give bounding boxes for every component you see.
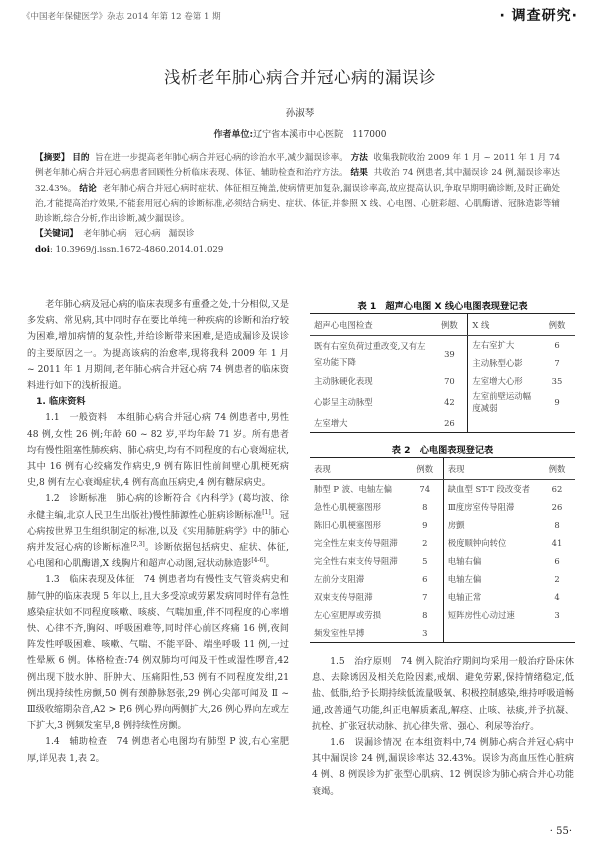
- table-cell: 急性心肌梗塞图形: [314, 502, 381, 512]
- table-cell: [539, 624, 575, 643]
- table1: [310, 313, 575, 433]
- table-cell: 4: [554, 592, 560, 602]
- paragraph-1-6: 1.6 误漏诊情况 在本组资料中,74 例肺心病合并冠心病中其中漏误诊 24 例,漏误诊率达 32.43%。误诊为高血压性心脏病 4 例、8 例误诊为扩张型心肌病、12 例误诊为肺心病合并心功能衰竭。: [312, 738, 574, 797]
- table-header: 表现: [310, 458, 407, 480]
- keyword: 冠心病: [134, 229, 161, 240]
- table-cell: 6: [554, 340, 560, 350]
- citation[interactable]: [1]: [262, 508, 271, 516]
- table1-title: 表 1 超声心电图 X 线心电图表现登记表: [357, 301, 528, 312]
- table-cell: 9: [554, 397, 560, 407]
- text: 1.2 诊断标准 肺心病的诊断符合《内科学》(葛均波、徐永健主编,北京人民卫生出版社)慢性肺源性心脏病诊断标准: [27, 494, 289, 521]
- table-cell: 既有右室负荷过重改变,又有左室功能下降: [314, 341, 426, 367]
- paragraph-1-5: 1.5 治疗原则 74 例入院治疗期间均采用一般治疗卧床休息、去除诱因及相关危险因素,戒烟、避免劳累,保持情绪稳定,低盐、低脂,给予长期持续低流量吸氧、积极控制感染,维持呼吸道畅通,改善通气功能,纠正电解质紊乱,解痉、止咳、祛痰,并予抗凝、抗栓、扩张冠状动脉、抗心律失常、强心、利尿等治疗。: [312, 657, 574, 732]
- objective-label: 目的: [72, 153, 90, 163]
- table-cell: 短阵房性心动过速: [443, 606, 539, 624]
- table-row: [310, 588, 575, 606]
- table-cell: 7: [554, 358, 560, 368]
- table-row: [310, 606, 575, 624]
- table-cell: 2: [554, 574, 560, 584]
- table-header-row: [310, 314, 575, 336]
- body-right-column: [312, 654, 574, 800]
- table-cell: 左室增大心形: [468, 372, 539, 390]
- table-row: [310, 414, 575, 433]
- section-heading: 1. 临床资料: [36, 397, 86, 408]
- table-cell: 左室增大: [314, 418, 348, 428]
- table-cell: 74: [419, 484, 431, 494]
- intro-paragraph: 老年肺心病及冠心病的临床表现多有重叠之处,十分相似,又是多发病、常见病,其中同时存在要比单纯一种疾病的诊断和治疗较为困难,增加病情的复杂性,并给诊断带来困难,是造成漏诊及误诊的主要原因之一。为提高该病的治愈率,现将我科 2009 年 1 月 ~ 2011 年 1 月期间,老年肺心病合并冠心病 74 例患者的临床资料进行如下的浅析报道。: [27, 300, 289, 392]
- table-cell: 缺血型 ST-T 段改变者: [443, 480, 539, 499]
- page-number: · 55·: [549, 826, 572, 837]
- table-cell: 6: [554, 556, 560, 566]
- table-row: [310, 480, 575, 499]
- table-header: 例数: [539, 458, 575, 480]
- table-cell: [468, 414, 539, 433]
- table-row: [310, 534, 575, 552]
- table-cell: 6: [422, 574, 428, 584]
- table-cell: 26: [444, 418, 455, 428]
- doi-label: doi: [35, 244, 51, 255]
- table-cell: 电轴正常: [443, 588, 539, 606]
- table-cell: 35: [551, 376, 563, 386]
- table-row: [310, 624, 575, 643]
- methods-label: 方法: [350, 153, 368, 163]
- table-header: 例数: [407, 458, 444, 480]
- paragraph-1-1: 1.1 一般资料 本组肺心病合并冠心病 74 例患者中,男性 48 例,女性 26 例;年龄 60 ~ 82 岁,平均年龄 71 岁。所有患者均有慢性阻塞性肺疾病、肺心病史,均有不同程度的右心衰竭症状,其中 16 例有心绞痛发作病史,9 例有陈旧性前间壁心肌梗死病史,8 例有左心衰竭症状,4 例有高血压病史,4 例有糖尿病史。: [27, 413, 289, 489]
- table-header-row: [310, 458, 575, 480]
- table-cell: [443, 624, 539, 643]
- keywords: [35, 227, 560, 242]
- table-cell: 电轴左偏: [443, 570, 539, 588]
- section-tag: · 调查研究·: [499, 8, 578, 24]
- text: 。冠心病按世界卫生组织制定的标准,以及《实用肺脏病学》中的肺心病并发冠心病的诊断标准: [27, 510, 289, 554]
- table-cell: 左右室扩大: [468, 336, 539, 355]
- table-cell: 9: [422, 520, 428, 530]
- table2-title: 表 2 心电图表现登记表: [391, 445, 494, 456]
- doi: [35, 243, 560, 258]
- table-cell: 电轴右偏: [443, 552, 539, 570]
- table-cell: 26: [551, 502, 563, 512]
- article-title: 浅析老年肺心病合并冠心病的漏误诊: [164, 68, 436, 87]
- table-cell: 42: [444, 397, 455, 407]
- paragraph-1-4: 1.4 辅助检查 74 例患者心电图均有肺型 P 波,右心室肥厚,详见表 1,表 2。: [27, 737, 289, 764]
- table-cell: 8: [422, 502, 428, 512]
- paragraph-1-3: 1.3 临床表现及体征 74 例患者均有慢性支气管炎病史和肺气肿的临床表现 5 年以上,且大多受凉或劳累发病同时伴有急性感染症状如不同程度咳嗽、咳痰、气喘加重,伴不同程度的心率增快、心律不齐,胸闷、呼吸困难等,同时伴心前区疼痛 16 例,夜间阵发性呼吸困难、咳嗽、气喘、不能平卧、端坐呼吸 11 例,一过性晕厥 6 例。体格检查:74 例双肺均可闻及干性或湿性啰音,42 例出现下肢水肿、肝肿大、压痛阳性,53 例有不同程度发绀,21 例出现持续性房颤,50 例有颈静脉怒张,29 例心尖部可闻及 Ⅱ ~ Ⅲ级收缩期杂音,A2 > P,6 例心界向两侧扩大,26 例心界向左或左下扩大,3 例频发室早,8 例持续性房颤。: [27, 575, 289, 732]
- abstract-label: 【摘要】: [35, 153, 70, 163]
- table-cell: [539, 414, 575, 433]
- table-cell: 陈旧心肌梗塞图形: [314, 520, 381, 530]
- table2: [310, 457, 575, 643]
- table-header: X 线: [468, 314, 539, 336]
- table-cell: 70: [444, 376, 455, 386]
- table-cell: 频发室性早搏: [314, 628, 365, 638]
- table-cell: 心影呈主动脉型: [314, 397, 373, 407]
- table-cell: 7: [422, 592, 428, 602]
- table-cell: 完全性右束支传导阻滞: [314, 556, 398, 566]
- table-cell: 左前分支阻滞: [314, 574, 365, 584]
- keyword: 老年肺心病: [83, 229, 127, 240]
- table-row: [310, 570, 575, 588]
- objective-text: 旨在进一步提高老年肺心病合并冠心病的诊治水平,减少漏误诊率。: [95, 153, 348, 163]
- table-row: [310, 516, 575, 534]
- table-cell: 肺型 P 波、电轴左偏: [314, 484, 392, 494]
- table-cell: 39: [444, 349, 455, 359]
- author: 孙淑琴: [285, 108, 315, 119]
- table-header: 表现: [443, 458, 539, 480]
- table-cell: 8: [554, 520, 560, 530]
- table-cell: 62: [551, 484, 563, 494]
- table-cell: 左心室肥厚或劳损: [314, 610, 381, 620]
- table-cell: 41: [551, 538, 563, 548]
- paragraph-1-2: [27, 491, 289, 572]
- conclusion-text: 老年肺心病合并冠心病时症状、体征相互掩盖,使病情更加复杂,漏误诊率高,故应提高认识,争取早期明确诊断,及时正确处治,才能提高治疗效果,不能套用冠心病的诊断标准,必须结合病史、症状、体征,并参照 X 线、心电图、心脏彩超、心肌酶谱、冠脉造影等辅助诊断,综合分析,作出诊断,减少漏误诊。: [35, 183, 560, 225]
- affiliation: [0, 127, 600, 140]
- keyword: 漏误诊: [168, 229, 195, 240]
- abstract: [35, 151, 560, 258]
- body-left-column: [27, 297, 289, 767]
- table-row: [310, 552, 575, 570]
- keywords-label: 【关键词】: [35, 229, 78, 240]
- methods-text: 收集我院收治 2009 年 1 月 ~ 2011 年 1 月 74 例老年肺心病合并冠心病患者回顾性分析临床表现、体征、辅助检查和治疗方法。: [35, 153, 560, 179]
- table-cell: 主动脉型心影: [468, 354, 539, 372]
- table-header: 例数: [431, 314, 468, 336]
- table-row: [310, 390, 575, 414]
- table-cell: 3: [422, 628, 428, 638]
- table-cell: 双束支传导阻滞: [314, 592, 373, 602]
- table-cell: 左室前壁运动幅度减弱: [468, 390, 539, 414]
- table-row: [310, 372, 575, 390]
- table-header: 例数: [539, 314, 575, 336]
- table-row: [310, 336, 575, 355]
- table-cell: 极度顺钟向转位: [443, 534, 539, 552]
- table-cell: 完全性左束支传导阻滞: [314, 538, 398, 548]
- results-text: 共收治 74 例患者,其中漏误诊 24 例,漏误诊率达 32.43%。: [35, 168, 560, 194]
- text: 。: [265, 559, 275, 570]
- table-header: 超声心电图检查: [310, 314, 431, 336]
- table-row: [310, 498, 575, 516]
- citation[interactable]: [4-6]: [251, 557, 266, 565]
- conclusion-label: 结论: [79, 183, 97, 194]
- results-label: 结果: [350, 168, 368, 179]
- table-cell: 5: [422, 556, 428, 566]
- table-cell: Ⅲ度房室传导阻滞: [443, 498, 539, 516]
- table-cell: 主动脉硬化表现: [314, 376, 373, 386]
- table-cell: 房颤: [443, 516, 539, 534]
- doi-value: : 10.3969/j.issn.1672-4860.2014.01.029: [50, 244, 224, 255]
- text: 。诊断依据包括病史、症状、体征,心电图和心肌酶谱,X 线胸片和超声心动图,冠状动脉造影: [27, 543, 289, 570]
- affiliation-label: 作者单位:: [213, 130, 254, 140]
- table-cell: 3: [554, 610, 560, 620]
- table-cell: 2: [422, 538, 428, 548]
- running-head: 《中国老年保健医学》杂志 2014 年第 12 卷第 1 期: [22, 12, 221, 22]
- affiliation-text: 辽宁省本溪市中心医院 117000: [253, 130, 387, 140]
- table-cell: 8: [422, 610, 428, 620]
- citation[interactable]: [2,3]: [130, 541, 145, 549]
